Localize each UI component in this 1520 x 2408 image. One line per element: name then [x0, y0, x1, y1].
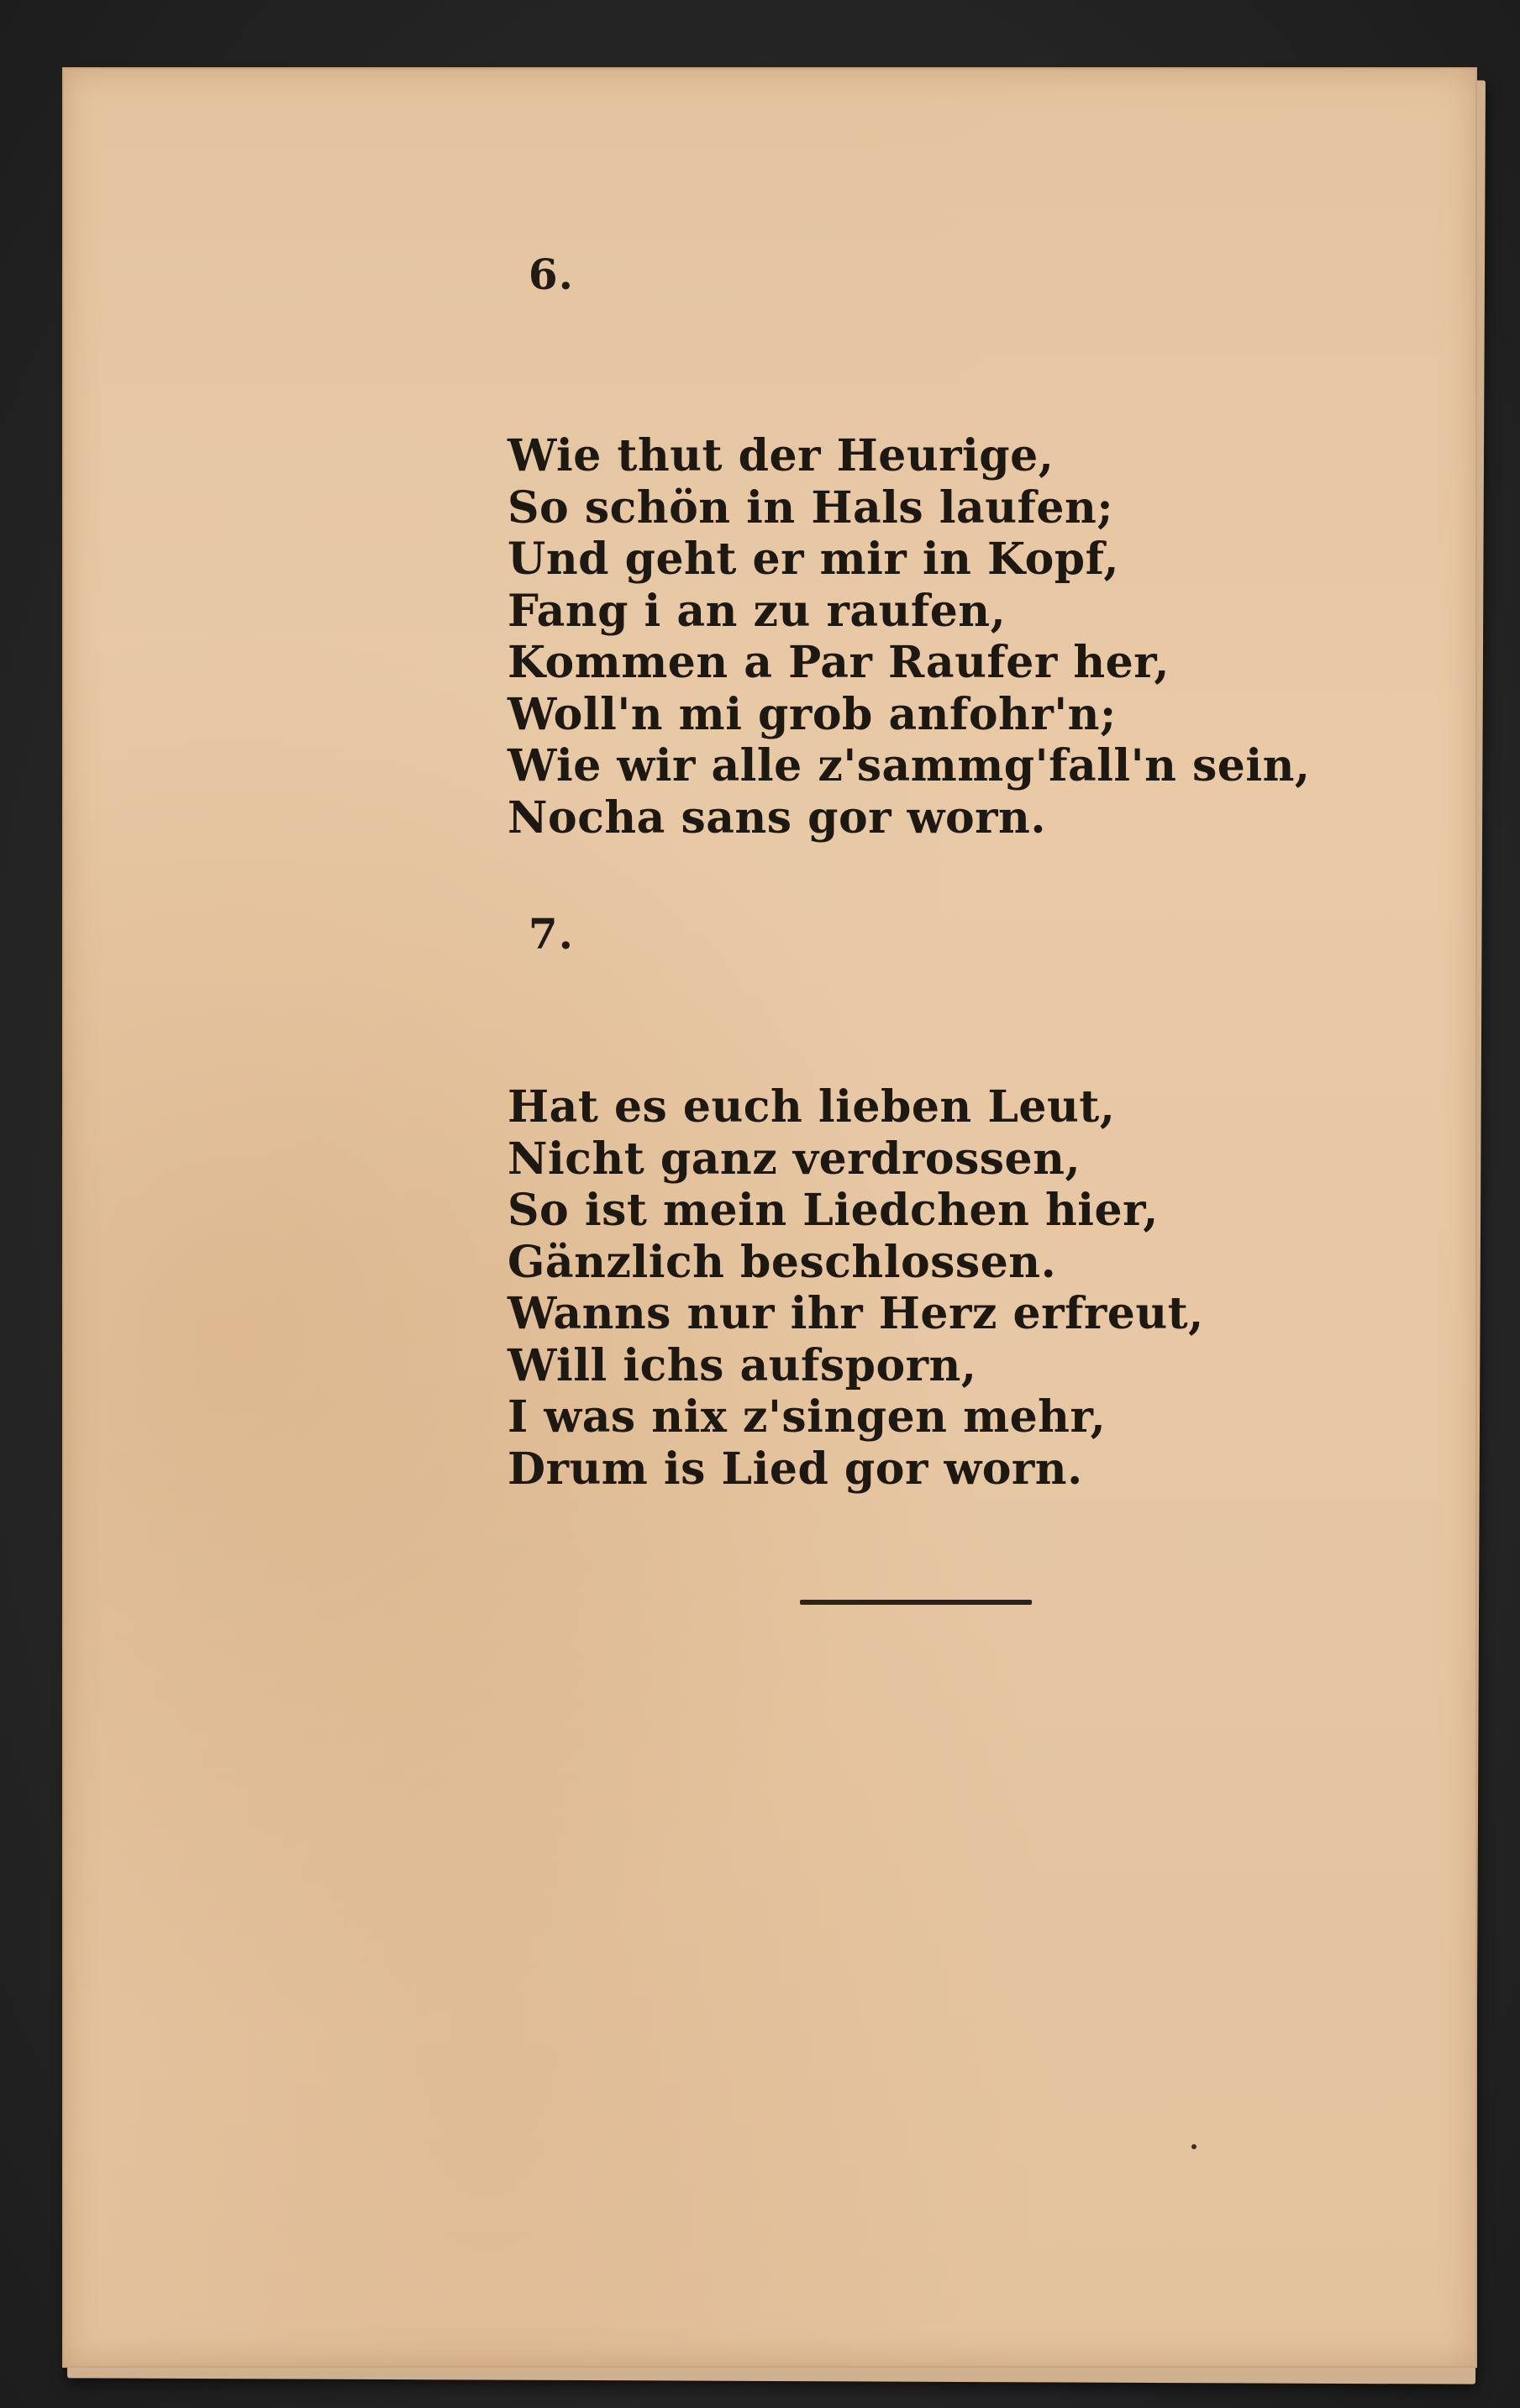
- verse-line: Woll'n mi grob anfohr'n;: [508, 688, 1117, 740]
- stanza-7: [508, 1081, 1474, 1495]
- verse-line: Wie thut der Heurige,: [508, 430, 1055, 481]
- verse-line: Kommen a Par Raufer her,: [508, 637, 1170, 688]
- verse-line: Nicht ganz verdrossen,: [508, 1133, 1081, 1185]
- verse-line: Drum is Lied gor worn.: [508, 1443, 1083, 1495]
- verse-line: Fang i an zu raufen,: [508, 585, 1007, 637]
- document-page: [62, 67, 1477, 2368]
- verse-line: Wie wir alle z'sammg'fall'n sein,: [508, 740, 1311, 791]
- verse-line: Will ichs aufsporn,: [508, 1339, 977, 1391]
- stanza-number: 7.: [528, 909, 575, 959]
- verse-line: So schön in Hals laufen;: [508, 481, 1114, 534]
- verse-line: Wanns nur ihr Herz erfreut,: [508, 1288, 1204, 1339]
- verse-line: So ist mein Liedchen hier,: [508, 1185, 1159, 1236]
- verse-line: Nocha sans gor worn.: [508, 791, 1046, 844]
- stanza-6: [508, 430, 1474, 844]
- stanza-number: 6.: [528, 250, 575, 299]
- verse-line: Hat es euch lieben Leut,: [508, 1081, 1116, 1133]
- verse-line: I was nix z'singen mehr,: [508, 1391, 1107, 1443]
- ink-speck: [1191, 2144, 1197, 2149]
- verse-line: Gänzlich beschlossen.: [508, 1236, 1057, 1288]
- paper-tear: [518, 124, 536, 139]
- closing-rule: [800, 1600, 1032, 1605]
- verse-line: Und geht er mir in Kopf,: [508, 534, 1119, 585]
